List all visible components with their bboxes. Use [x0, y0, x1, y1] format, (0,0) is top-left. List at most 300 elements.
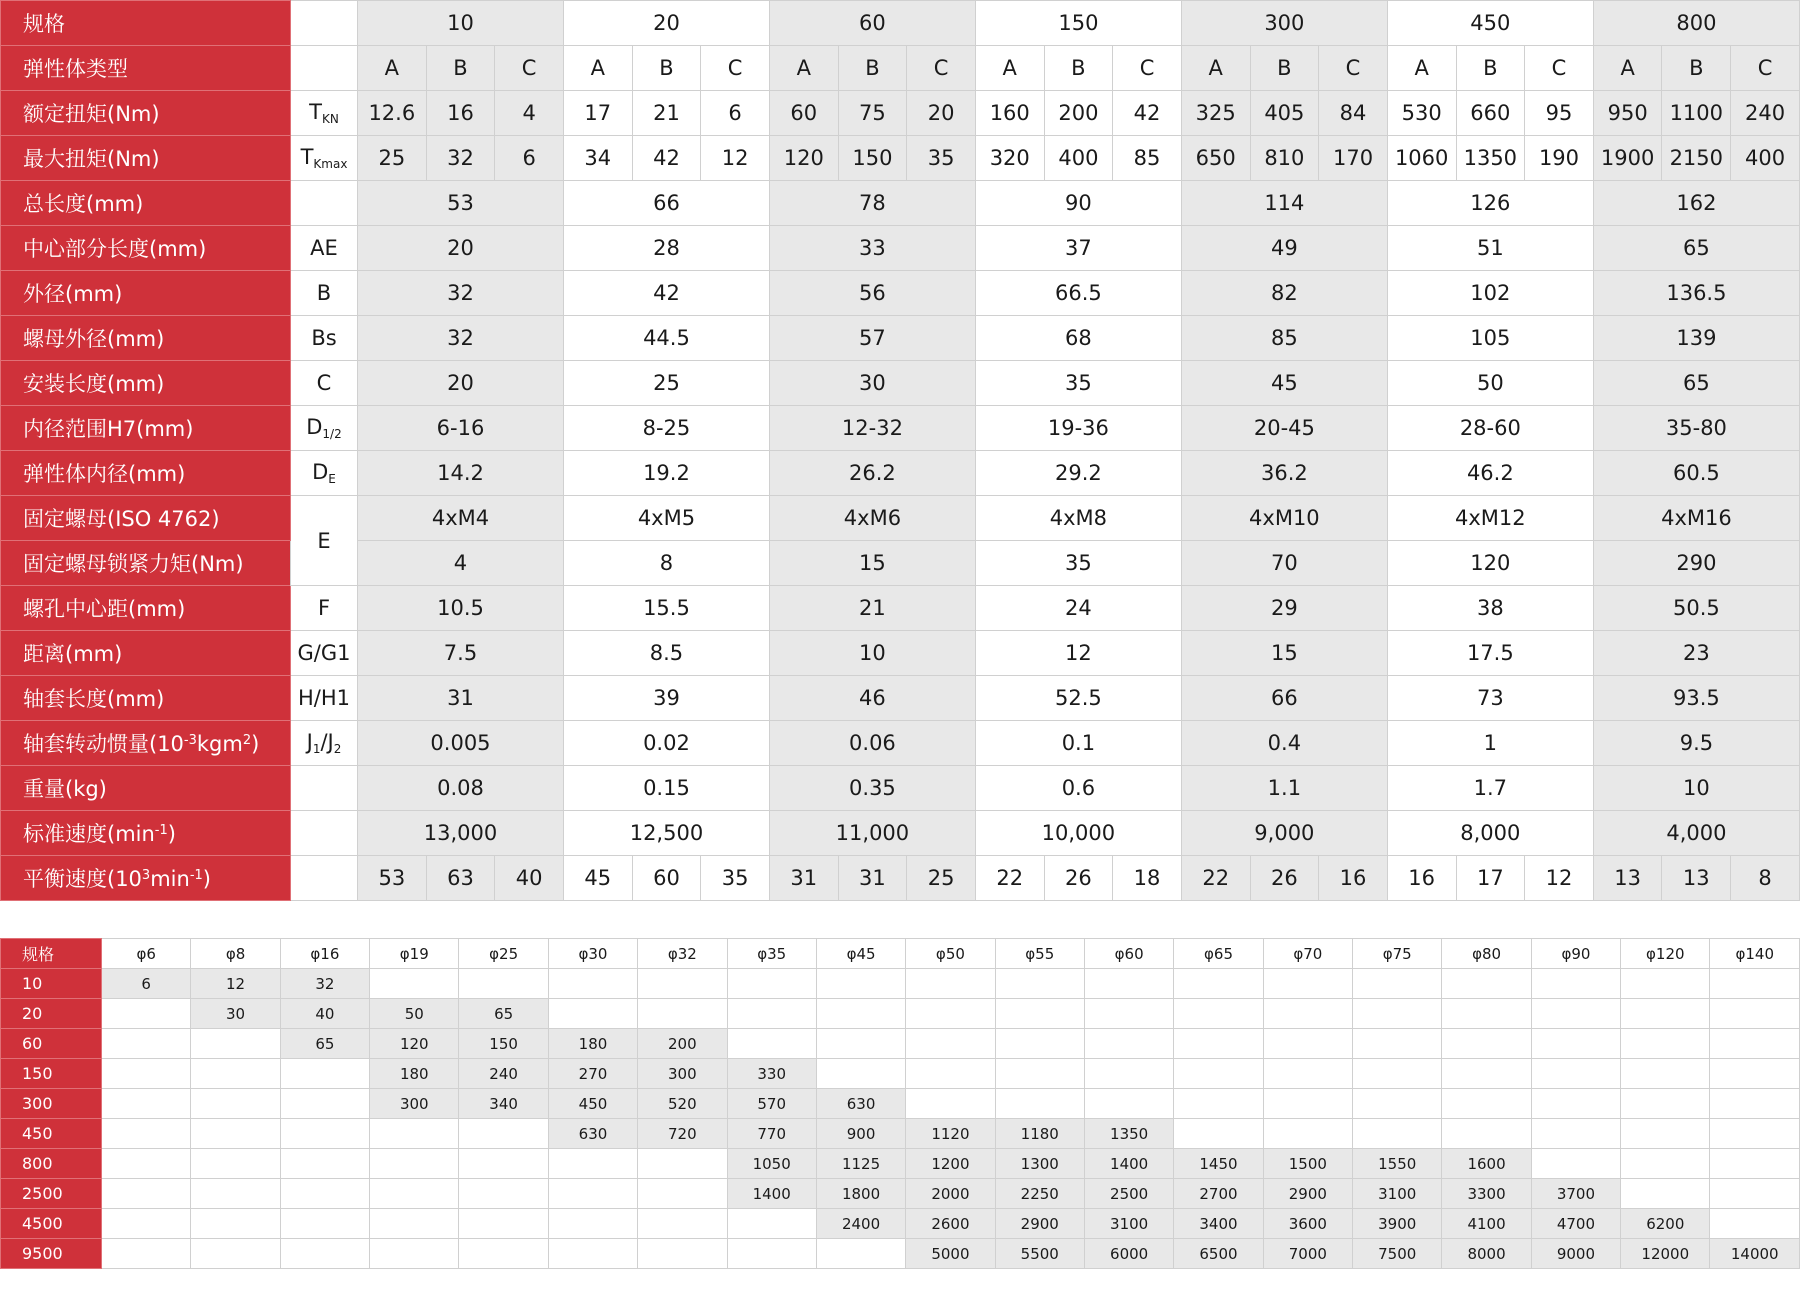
bore-torque-cell — [638, 969, 727, 999]
balance-speed-value-cell: 60 — [632, 856, 701, 901]
bore-column-header: φ50 — [906, 939, 995, 969]
balance-speed-value-cell: 18 — [1113, 856, 1182, 901]
bore-range-value-size-20: 8-25 — [563, 406, 769, 451]
bore-torque-cell — [1353, 999, 1442, 1029]
elastomer-bore-label: 弹性体内径(mm) — [1, 451, 291, 496]
bore-torque-cell: 570 — [727, 1089, 816, 1119]
dimension-value-size-450: 50 — [1387, 361, 1593, 406]
bore-torque-cell — [638, 1209, 727, 1239]
torque-value-cell: 400 — [1044, 136, 1113, 181]
dimension-value-size-800: 136.5 — [1593, 271, 1799, 316]
torque-value-cell: 4 — [495, 91, 564, 136]
spec-header-symbol — [291, 1, 358, 46]
dimension-value-size-60: 30 — [769, 361, 975, 406]
torque-value-cell: 1900 — [1593, 136, 1662, 181]
bore-column-header: φ8 — [191, 939, 280, 969]
torque-value-cell: 150 — [838, 136, 907, 181]
dimension-row-symbol: AE — [291, 226, 358, 271]
dimension-value-size-150: 52.5 — [975, 676, 1181, 721]
bore-torque-cell — [1621, 1179, 1710, 1209]
dimension-row-label: 距离(mm) — [1, 631, 291, 676]
elastomer-bore-value-size-10: 14.2 — [358, 451, 564, 496]
torque-value-cell: 20 — [907, 91, 976, 136]
bore-torque-cell: 8000 — [1442, 1239, 1531, 1269]
bore-torque-cell: 180 — [370, 1059, 459, 1089]
torque-value-cell: 25 — [358, 136, 427, 181]
bore-torque-cell: 3100 — [1084, 1209, 1173, 1239]
torque-value-cell: 12.6 — [358, 91, 427, 136]
elastomer-type-cell: C — [907, 46, 976, 91]
bore-torque-cell — [102, 1179, 191, 1209]
bore-torque-cell: 1400 — [727, 1179, 816, 1209]
bore-torque-cell — [816, 1239, 905, 1269]
bore-range-label: 内径范围H7(mm) — [1, 406, 291, 451]
balance-speed-value-cell: 31 — [769, 856, 838, 901]
bore-torque-cell — [1710, 999, 1800, 1029]
torque-value-cell: 190 — [1525, 136, 1594, 181]
dimension-value-size-60: 21 — [769, 586, 975, 631]
bore-torque-cell — [1084, 1059, 1173, 1089]
bore-torque-cell — [191, 1119, 280, 1149]
elastomer-type-cell: A — [769, 46, 838, 91]
dimension-row-label: 外径(mm) — [1, 271, 291, 316]
bore-row — [1, 1239, 1800, 1269]
elastomer-type-cell: A — [1387, 46, 1456, 91]
bore-torque-cell: 7000 — [1263, 1239, 1352, 1269]
torque-value-cell: 6 — [495, 136, 564, 181]
bore-torque-cell — [1710, 1149, 1800, 1179]
bore-row — [1, 1119, 1800, 1149]
bore-torque-cell — [1084, 969, 1173, 999]
bore-row-size: 2500 — [1, 1179, 102, 1209]
dimension-value-size-60: 78 — [769, 181, 975, 226]
bore-torque-cell: 150 — [459, 1029, 548, 1059]
dimension-value-size-300: 49 — [1181, 226, 1387, 271]
bore-row — [1, 1089, 1800, 1119]
bore-torque-cell — [727, 1209, 816, 1239]
balance-speed-row — [1, 856, 1800, 901]
size-header-60: 60 — [769, 1, 975, 46]
balance-speed-value-cell: 17 — [1456, 856, 1525, 901]
torque-value-cell: 400 — [1731, 136, 1800, 181]
bore-torque-cell — [459, 1149, 548, 1179]
bore-torque-cell: 6 — [102, 969, 191, 999]
balance-speed-label: 平衡速度$(10^3\min^{-1})$ — [1, 856, 291, 901]
bore-header-label: 规格 — [1, 939, 102, 969]
bore-range-value-size-300: 20-45 — [1181, 406, 1387, 451]
torque-value-cell: 660 — [1456, 91, 1525, 136]
torque-value-cell: 810 — [1250, 136, 1319, 181]
bore-torque-cell — [280, 1119, 369, 1149]
spec-header-row — [1, 1, 1800, 46]
dimension-value-size-60: 56 — [769, 271, 975, 316]
elastomer-type-cell: B — [426, 46, 495, 91]
inertia-row — [1, 721, 1800, 766]
bore-torque-cell: 12000 — [1621, 1239, 1710, 1269]
bore-torque-cell — [459, 1209, 548, 1239]
bore-torque-cell — [548, 1209, 637, 1239]
torque-value-cell: 6 — [701, 91, 770, 136]
bore-torque-cell: 1125 — [816, 1149, 905, 1179]
elastomer-type-cell: B — [1044, 46, 1113, 91]
dimension-value-size-800: 162 — [1593, 181, 1799, 226]
screw-value-size-20: 8 — [563, 541, 769, 586]
bore-torque-cell — [995, 1059, 1084, 1089]
dimension-row — [1, 271, 1800, 316]
torque-value-cell: 530 — [1387, 91, 1456, 136]
dimension-value-size-20: 66 — [563, 181, 769, 226]
elastomer-type-cell: C — [1113, 46, 1182, 91]
bore-torque-cell — [191, 1089, 280, 1119]
bore-header-row — [1, 939, 1800, 969]
screw-symbol: E — [291, 496, 358, 586]
screw-row — [1, 541, 1800, 586]
torque-value-cell: 85 — [1113, 136, 1182, 181]
bore-torque-cell: 2700 — [1174, 1179, 1263, 1209]
elastomer-bore-value-size-300: 36.2 — [1181, 451, 1387, 496]
standard-speed-label: 标准速度$(\min^{-1})$ — [1, 811, 291, 856]
balance-speed-value-cell: 25 — [907, 856, 976, 901]
weight-value-size-20: 0.15 — [563, 766, 769, 811]
standard-speed-value-size-10: 13,000 — [358, 811, 564, 856]
elastomer-type-cell: A — [563, 46, 632, 91]
bore-column-header: φ16 — [280, 939, 369, 969]
bore-torque-cell — [102, 1239, 191, 1269]
bore-torque-cell — [280, 1239, 369, 1269]
torque-value-cell: 84 — [1319, 91, 1388, 136]
bore-torque-cell — [1353, 969, 1442, 999]
bore-range-value-size-60: 12-32 — [769, 406, 975, 451]
bore-torque-cell — [727, 999, 816, 1029]
bore-column-header: φ75 — [1353, 939, 1442, 969]
elastomer-type-cell: B — [632, 46, 701, 91]
torque-value-cell: 16 — [426, 91, 495, 136]
bore-torque-cell — [816, 1059, 905, 1089]
dimension-value-size-10: 32 — [358, 316, 564, 361]
dimension-value-size-450: 105 — [1387, 316, 1593, 361]
torque-value-cell: 21 — [632, 91, 701, 136]
bore-range-row — [1, 406, 1800, 451]
bore-column-header: φ140 — [1710, 939, 1800, 969]
bore-column-header: φ6 — [102, 939, 191, 969]
balance-speed-value-cell: 31 — [838, 856, 907, 901]
bore-row-size: 300 — [1, 1089, 102, 1119]
bore-torque-cell — [1084, 999, 1173, 1029]
elastomer-type-row — [1, 46, 1800, 91]
bore-torque-cell — [191, 1029, 280, 1059]
dimension-value-size-150: 35 — [975, 361, 1181, 406]
bore-torque-cell — [548, 1149, 637, 1179]
screw-value-size-60: 15 — [769, 541, 975, 586]
torque-value-cell: 160 — [975, 91, 1044, 136]
dimension-row — [1, 316, 1800, 361]
bore-torque-cell — [1621, 999, 1710, 1029]
torque-value-cell: 2150 — [1662, 136, 1731, 181]
screw-row — [1, 496, 1800, 541]
dimension-value-size-450: 17.5 — [1387, 631, 1593, 676]
bore-torque-cell: 900 — [816, 1119, 905, 1149]
bore-torque-cell — [370, 1149, 459, 1179]
dimension-value-size-20: 39 — [563, 676, 769, 721]
bore-torque-cell: 630 — [816, 1089, 905, 1119]
bore-torque-cell — [370, 1119, 459, 1149]
bore-torque-cell — [1353, 1029, 1442, 1059]
dimension-row-label: 总长度(mm) — [1, 181, 291, 226]
dimension-value-size-20: 8.5 — [563, 631, 769, 676]
bore-torque-cell — [370, 1179, 459, 1209]
bore-torque-cell: 3600 — [1263, 1209, 1352, 1239]
torque-value-cell: 95 — [1525, 91, 1594, 136]
torque-value-cell: 170 — [1319, 136, 1388, 181]
balance-speed-value-cell: 22 — [1181, 856, 1250, 901]
torque-row-label: 最大扭矩(Nm) — [1, 136, 291, 181]
dimension-value-size-10: 32 — [358, 271, 564, 316]
dimension-value-size-150: 37 — [975, 226, 1181, 271]
bore-torque-cell — [906, 1059, 995, 1089]
bore-torque-cell — [1531, 1089, 1620, 1119]
screw-value-size-800: 290 — [1593, 541, 1799, 586]
size-header-10: 10 — [358, 1, 564, 46]
weight-value-size-800: 10 — [1593, 766, 1799, 811]
bore-torque-cell — [1442, 1119, 1531, 1149]
bore-torque-cell: 1550 — [1353, 1149, 1442, 1179]
bore-torque-cell: 2400 — [816, 1209, 905, 1239]
bore-torque-cell — [280, 1179, 369, 1209]
dimension-value-size-150: 68 — [975, 316, 1181, 361]
torque-value-cell: 75 — [838, 91, 907, 136]
weight-row — [1, 766, 1800, 811]
bore-torque-cell — [638, 1179, 727, 1209]
dimension-row — [1, 676, 1800, 721]
bore-torque-cell — [191, 1059, 280, 1089]
bore-torque-cell — [548, 999, 637, 1029]
bore-torque-cell — [548, 969, 637, 999]
bore-torque-cell: 4100 — [1442, 1209, 1531, 1239]
torque-value-cell: 34 — [563, 136, 632, 181]
bore-torque-cell — [906, 969, 995, 999]
dimension-row-symbol — [291, 181, 358, 226]
bore-torque-cell — [1263, 1029, 1352, 1059]
bore-torque-cell: 120 — [370, 1029, 459, 1059]
bore-torque-cell — [1621, 1029, 1710, 1059]
bore-torque-cell: 300 — [370, 1089, 459, 1119]
bore-range-value-size-150: 19-36 — [975, 406, 1181, 451]
torque-value-cell: 35 — [907, 136, 976, 181]
elastomer-type-cell: A — [1593, 46, 1662, 91]
torque-value-cell: 60 — [769, 91, 838, 136]
dimension-value-size-800: 65 — [1593, 361, 1799, 406]
bore-torque-cell — [280, 1059, 369, 1089]
standard-speed-value-size-60: 11,000 — [769, 811, 975, 856]
dimension-row-symbol: Bs — [291, 316, 358, 361]
dimension-value-size-450: 126 — [1387, 181, 1593, 226]
elastomer-type-cell: C — [1731, 46, 1800, 91]
bore-torque-cell — [280, 1149, 369, 1179]
bore-torque-cell: 240 — [459, 1059, 548, 1089]
bore-row — [1, 1179, 1800, 1209]
bore-torque-cell — [1263, 999, 1352, 1029]
screw-value-size-20: 4xM5 — [563, 496, 769, 541]
balance-speed-value-cell: 26 — [1044, 856, 1113, 901]
bore-torque-cell — [1442, 1029, 1531, 1059]
bore-torque-cell — [370, 1239, 459, 1269]
torque-value-cell: 42 — [632, 136, 701, 181]
dimension-value-size-450: 102 — [1387, 271, 1593, 316]
bore-column-header: φ60 — [1084, 939, 1173, 969]
bore-torque-cell: 32 — [280, 969, 369, 999]
torque-row-label: 额定扭矩(Nm) — [1, 91, 291, 136]
elastomer-type-cell: C — [701, 46, 770, 91]
bore-torque-cell: 7500 — [1353, 1239, 1442, 1269]
bore-torque-cell: 14000 — [1710, 1239, 1800, 1269]
dimension-row-symbol: C — [291, 361, 358, 406]
bore-torque-cell — [638, 1239, 727, 1269]
bore-torque-cell: 12 — [191, 969, 280, 999]
bore-torque-cell — [1710, 1089, 1800, 1119]
bore-torque-cell: 3900 — [1353, 1209, 1442, 1239]
torque-value-cell: 200 — [1044, 91, 1113, 136]
bore-torque-cell: 270 — [548, 1059, 637, 1089]
elastomer-type-cell: B — [1662, 46, 1731, 91]
bore-torque-cell: 40 — [280, 999, 369, 1029]
inertia-value-size-150: 0.1 — [975, 721, 1181, 766]
inertia-value-size-800: 9.5 — [1593, 721, 1799, 766]
dimension-value-size-60: 57 — [769, 316, 975, 361]
dimension-value-size-300: 85 — [1181, 316, 1387, 361]
balance-speed-value-cell: 8 — [1731, 856, 1800, 901]
dimension-value-size-20: 15.5 — [563, 586, 769, 631]
dimension-value-size-60: 33 — [769, 226, 975, 271]
bore-torque-cell — [102, 1119, 191, 1149]
bore-torque-cell — [102, 999, 191, 1029]
bore-torque-cell: 3700 — [1531, 1179, 1620, 1209]
dimension-value-size-20: 28 — [563, 226, 769, 271]
bore-torque-cell — [1531, 1119, 1620, 1149]
dimension-value-size-800: 50.5 — [1593, 586, 1799, 631]
bore-torque-cell — [191, 1209, 280, 1239]
bore-torque-cell — [191, 1149, 280, 1179]
dimension-value-size-300: 114 — [1181, 181, 1387, 226]
bore-torque-cell — [1621, 1059, 1710, 1089]
size-header-800: 800 — [1593, 1, 1799, 46]
dimension-row — [1, 586, 1800, 631]
bore-torque-cell: 1180 — [995, 1119, 1084, 1149]
bore-row — [1, 999, 1800, 1029]
elastomer-type-cell: A — [1181, 46, 1250, 91]
bore-torque-cell — [1710, 1059, 1800, 1089]
elastomer-type-cell: A — [358, 46, 427, 91]
bore-torque-cell: 5000 — [906, 1239, 995, 1269]
inertia-value-size-10: 0.005 — [358, 721, 564, 766]
bore-torque-cell — [1084, 1029, 1173, 1059]
bore-torque-cell: 720 — [638, 1119, 727, 1149]
bore-column-header: φ30 — [548, 939, 637, 969]
bore-row-size: 60 — [1, 1029, 102, 1059]
inertia-value-size-450: 1 — [1387, 721, 1593, 766]
bore-torque-cell — [1710, 1029, 1800, 1059]
bore-torque-cell — [1174, 1059, 1263, 1089]
torque-value-cell: 240 — [1731, 91, 1800, 136]
elastomer-type-cell: C — [1525, 46, 1594, 91]
torque-row-symbol: $T_{Kmax}$ — [291, 136, 358, 181]
dimension-value-size-300: 15 — [1181, 631, 1387, 676]
bore-torque-cell: 180 — [548, 1029, 637, 1059]
bore-row — [1, 969, 1800, 999]
bore-row-size: 800 — [1, 1149, 102, 1179]
bore-torque-cell: 2500 — [1084, 1179, 1173, 1209]
bore-row-size: 9500 — [1, 1239, 102, 1269]
dimension-value-size-150: 90 — [975, 181, 1181, 226]
bore-torque-cell — [816, 999, 905, 1029]
bore-torque-cell — [102, 1029, 191, 1059]
bore-torque-cell: 630 — [548, 1119, 637, 1149]
bore-torque-cell: 1300 — [995, 1149, 1084, 1179]
bore-torque-cell: 2900 — [1263, 1179, 1352, 1209]
bore-torque-cell — [1263, 1089, 1352, 1119]
bore-torque-cell: 9000 — [1531, 1239, 1620, 1269]
size-header-20: 20 — [563, 1, 769, 46]
bore-torque-cell: 340 — [459, 1089, 548, 1119]
balance-speed-value-cell: 40 — [495, 856, 564, 901]
bore-torque-cell: 1120 — [906, 1119, 995, 1149]
bore-torque-cell — [548, 1179, 637, 1209]
bore-torque-cell — [102, 1209, 191, 1239]
bore-torque-cell: 50 — [370, 999, 459, 1029]
elastomer-bore-symbol: $D_E$ — [291, 451, 358, 496]
bore-torque-cell — [1621, 1089, 1710, 1119]
bore-torque-cell — [995, 999, 1084, 1029]
balance-speed-value-cell: 12 — [1525, 856, 1594, 901]
bore-row-size: 20 — [1, 999, 102, 1029]
bore-range-symbol: $D_{1/2}$ — [291, 406, 358, 451]
bore-row — [1, 1029, 1800, 1059]
dimension-value-size-450: 73 — [1387, 676, 1593, 721]
torque-row — [1, 136, 1800, 181]
bore-torque-cell — [280, 1089, 369, 1119]
bore-torque-cell — [102, 1059, 191, 1089]
standard-speed-value-size-800: 4,000 — [1593, 811, 1799, 856]
dimension-row — [1, 361, 1800, 406]
torque-value-cell: 405 — [1250, 91, 1319, 136]
dimension-value-size-800: 23 — [1593, 631, 1799, 676]
bore-torque-cell — [1531, 1029, 1620, 1059]
bore-torque-cell: 2250 — [995, 1179, 1084, 1209]
torque-value-cell: 320 — [975, 136, 1044, 181]
torque-value-cell: 1100 — [1662, 91, 1731, 136]
dimension-row-label: 螺孔中心距(mm) — [1, 586, 291, 631]
bore-column-header: φ25 — [459, 939, 548, 969]
bore-torque-cell: 300 — [638, 1059, 727, 1089]
bore-column-header: φ55 — [995, 939, 1084, 969]
bore-torque-cell: 450 — [548, 1089, 637, 1119]
bore-torque-cell: 30 — [191, 999, 280, 1029]
screw-value-size-150: 4xM8 — [975, 496, 1181, 541]
dimension-value-size-150: 66.5 — [975, 271, 1181, 316]
bore-torque-cell: 5500 — [995, 1239, 1084, 1269]
balance-speed-symbol — [291, 856, 358, 901]
torque-value-cell: 17 — [563, 91, 632, 136]
bore-range-value-size-450: 28-60 — [1387, 406, 1593, 451]
bore-torque-cell: 4700 — [1531, 1209, 1620, 1239]
bore-torque-cell — [1531, 1059, 1620, 1089]
screw-row-label: 固定螺母(ISO 4762) — [1, 496, 291, 541]
screw-value-size-450: 120 — [1387, 541, 1593, 586]
screw-value-size-300: 70 — [1181, 541, 1387, 586]
elastomer-bore-value-size-150: 29.2 — [975, 451, 1181, 496]
bore-column-header: φ80 — [1442, 939, 1531, 969]
bore-column-header: φ45 — [816, 939, 905, 969]
bore-torque-cell: 330 — [727, 1059, 816, 1089]
